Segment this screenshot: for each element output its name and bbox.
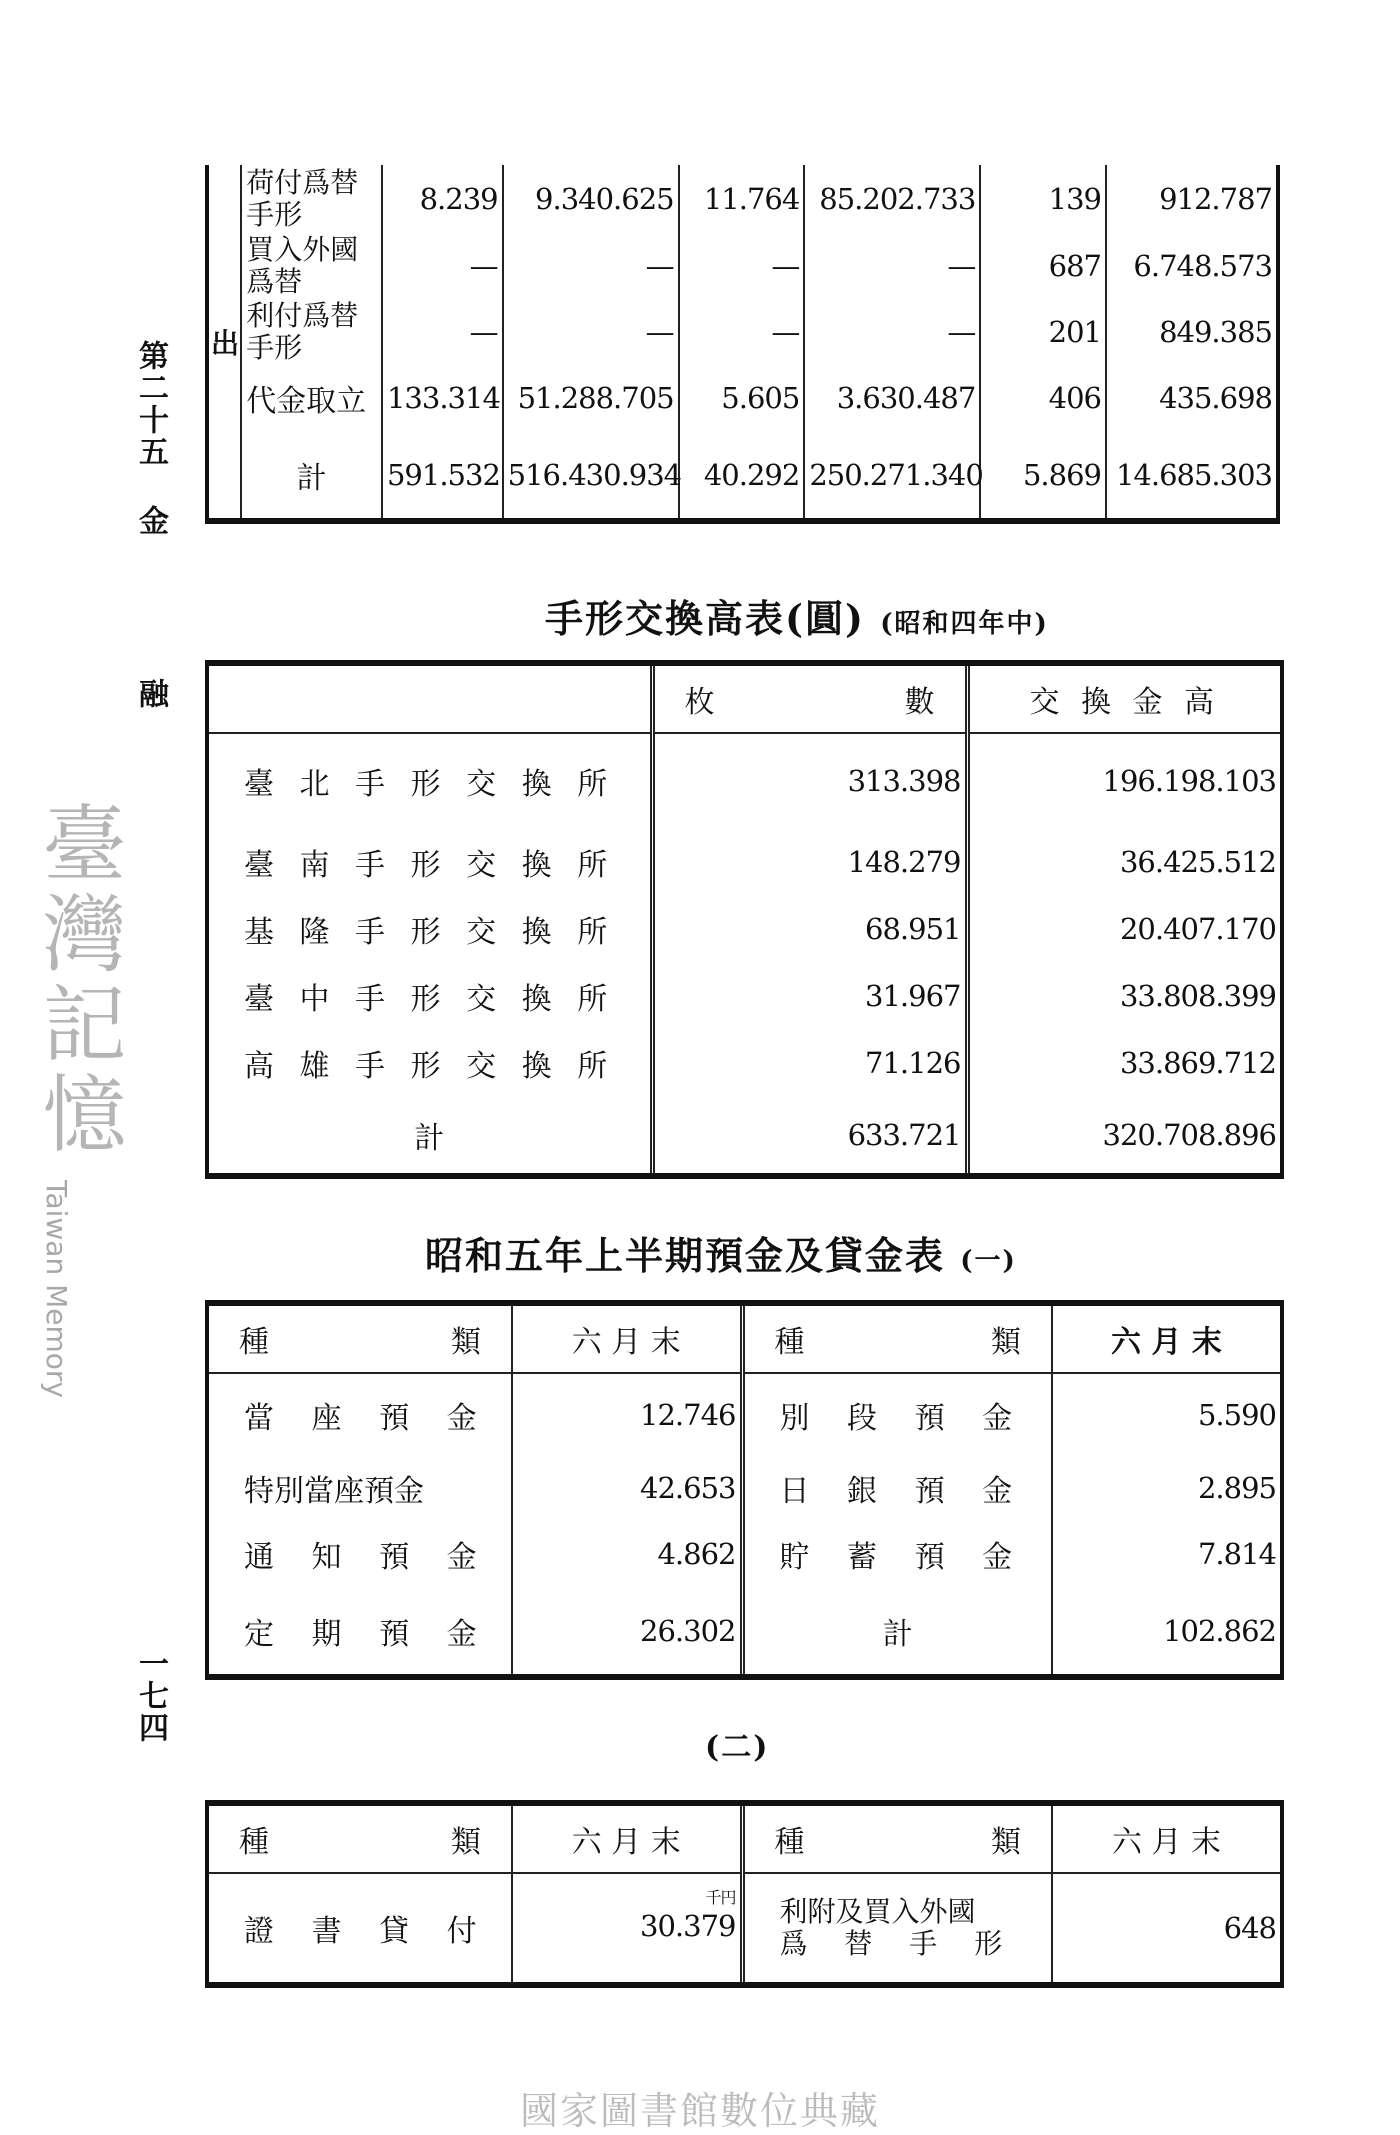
header-june: 六 月 末	[512, 1803, 742, 1873]
cell: 14.685.303	[1106, 431, 1278, 521]
header-kind-1: 種	[774, 1325, 805, 1360]
table-row	[207, 895, 1282, 962]
cell: 687	[980, 233, 1106, 299]
count: 31.967	[652, 962, 967, 1029]
table-row-total	[207, 431, 1278, 521]
loans-part: (二)	[705, 1730, 770, 1765]
count: 633.721	[652, 1096, 967, 1176]
table-row	[207, 1455, 1282, 1521]
amount: 196.198.103	[967, 733, 1282, 828]
deposits-part: (一)	[960, 1246, 1017, 1276]
value: 5.590	[1052, 1373, 1282, 1455]
amount: 36.425.512	[967, 828, 1282, 895]
cell: 3.630.487	[804, 365, 980, 431]
outflow-table	[205, 165, 1280, 524]
clearing-title	[545, 588, 1049, 643]
header-kind-2: 類	[991, 1825, 1021, 1860]
header-amount: 交 換 金 高	[967, 663, 1282, 733]
footer-credit: 國家圖書館數位典藏	[519, 2089, 880, 2133]
cell: 849.385	[1106, 299, 1278, 365]
header-count-1: 枚	[684, 685, 715, 720]
row-label: 計	[296, 460, 327, 496]
kind: 特別當座預金	[244, 1474, 424, 1509]
kind: 通 知 預 金	[244, 1540, 491, 1575]
value: 102.862	[1052, 1587, 1282, 1677]
value: 12.746	[512, 1373, 742, 1455]
table-row	[207, 1029, 1282, 1096]
amount: 33.808.399	[967, 962, 1282, 1029]
table-row	[207, 1873, 1282, 1985]
count: 71.126	[652, 1029, 967, 1096]
kind: 計	[742, 1587, 1052, 1677]
cell: —	[804, 233, 980, 299]
table-row	[207, 233, 1278, 299]
amount: 33.869.712	[967, 1029, 1282, 1096]
count: 313.398	[652, 733, 967, 828]
header-june: 六 月 末	[512, 1303, 742, 1373]
header-row	[207, 1303, 1282, 1373]
cell: 11.764	[679, 165, 805, 233]
cell: —	[503, 299, 679, 365]
table-row	[207, 962, 1282, 1029]
header-kind-2: 類	[451, 1325, 481, 1360]
group-label: 出	[207, 165, 241, 521]
header-kind-1: 種	[239, 1825, 269, 1860]
amount: 20.407.170	[967, 895, 1282, 962]
cell: 8.239	[382, 165, 503, 233]
unit-label: 千円	[705, 1888, 736, 1907]
row-label: 荷付爲替手形	[246, 166, 359, 231]
kind-cell	[742, 1873, 1052, 1985]
header-kind-1: 種	[774, 1825, 805, 1860]
exchange-name: 計	[414, 1120, 445, 1156]
chapter-label: 第二十五	[133, 340, 168, 468]
header-row	[207, 1803, 1282, 1873]
watermark-logo: 臺灣記憶	[29, 800, 127, 1160]
value: 26.302	[512, 1587, 742, 1677]
deposits-table	[205, 1300, 1284, 1680]
header-row	[207, 663, 1282, 733]
kind-line-1: 利附及買入外國	[779, 1895, 976, 1928]
cell: 139	[980, 165, 1106, 233]
cell: —	[804, 299, 980, 365]
exchange-name: 臺 北 手 形 交 換 所	[244, 767, 616, 802]
row-label: 代金取立	[246, 384, 367, 419]
cell: —	[503, 233, 679, 299]
exchange-name: 基 隆 手 形 交 換 所	[244, 914, 616, 950]
table-row	[207, 1373, 1282, 1455]
loans-table	[205, 1800, 1284, 1988]
table-row	[207, 1521, 1282, 1587]
table-row	[207, 1587, 1282, 1677]
watermark-text: Taiwan Memory	[40, 1180, 73, 1398]
table-row	[207, 165, 1278, 233]
cell: 406	[980, 365, 1106, 431]
kind: 別 段 預 金	[742, 1373, 1052, 1455]
value: 42.653	[512, 1455, 742, 1521]
row-label: 買入外國爲替	[246, 233, 359, 298]
cell: 250.271.340	[804, 431, 980, 521]
cell: 5.605	[679, 365, 805, 431]
cell: 912.787	[1106, 165, 1278, 233]
section-label-2: 融	[133, 678, 168, 710]
kind: 貯 蓄 預 金	[742, 1521, 1052, 1587]
cell: 201	[980, 299, 1106, 365]
value: 648	[1052, 1873, 1282, 1985]
count: 148.279	[652, 828, 967, 895]
deposits-title-text: 昭和五年上半期預金及貸金表	[425, 1233, 946, 1278]
cell: 516.430.934	[503, 431, 679, 521]
clearing-table	[205, 660, 1284, 1179]
header-kind-1: 種	[239, 1325, 269, 1360]
cell: 591.532	[382, 431, 503, 521]
value: 30.379	[640, 1909, 736, 1943]
deposits-title	[425, 1225, 1017, 1280]
cell: 133.314	[382, 365, 503, 431]
table-row-total	[207, 1096, 1282, 1176]
header-kind-2: 類	[451, 1825, 481, 1860]
clearing-title-text: 手形交換高表(圓)	[545, 596, 865, 641]
header-count-2: 數	[904, 685, 935, 720]
value: 2.895	[1052, 1455, 1282, 1521]
cell: —	[679, 233, 805, 299]
table-row	[207, 299, 1278, 365]
page-number: 一七四	[133, 1648, 168, 1744]
cell: 5.869	[980, 431, 1106, 521]
header-june: 六 月 末	[1052, 1803, 1282, 1873]
kind: 定 期 預 金	[244, 1616, 491, 1652]
cell: 435.698	[1106, 365, 1278, 431]
cell: 40.292	[679, 431, 805, 521]
table-row	[207, 365, 1278, 431]
cell: 85.202.733	[804, 165, 980, 233]
value: 7.814	[1052, 1521, 1282, 1587]
count: 68.951	[652, 895, 967, 962]
exchange-name: 臺 南 手 形 交 換 所	[244, 847, 616, 883]
table-row	[207, 828, 1282, 895]
cell: 51.288.705	[503, 365, 679, 431]
value: 4.862	[512, 1521, 742, 1587]
kind: 日 銀 預 金	[742, 1455, 1052, 1521]
exchange-name: 臺 中 手 形 交 換 所	[244, 981, 616, 1017]
cell: —	[382, 233, 503, 299]
exchange-name: 高 雄 手 形 交 換 所	[244, 1048, 616, 1084]
table-row	[207, 733, 1282, 828]
cell: —	[382, 299, 503, 365]
clearing-subtitle: (昭和四年中)	[880, 609, 1049, 639]
amount: 320.708.896	[967, 1096, 1282, 1176]
kind: 證 書 貸 付	[244, 1914, 491, 1949]
kind-line-2: 爲 替 手 形	[779, 1927, 1017, 1960]
header-kind-2: 類	[991, 1325, 1021, 1360]
section-label-1: 金	[133, 505, 168, 537]
header-june: 六 月 末	[1052, 1303, 1282, 1373]
cell: —	[679, 299, 805, 365]
cell: 6.748.573	[1106, 233, 1278, 299]
kind: 當 座 預 金	[244, 1400, 491, 1436]
row-label: 利付爲替手形	[246, 299, 359, 364]
cell: 9.340.625	[503, 165, 679, 233]
value-cell	[512, 1873, 742, 1985]
